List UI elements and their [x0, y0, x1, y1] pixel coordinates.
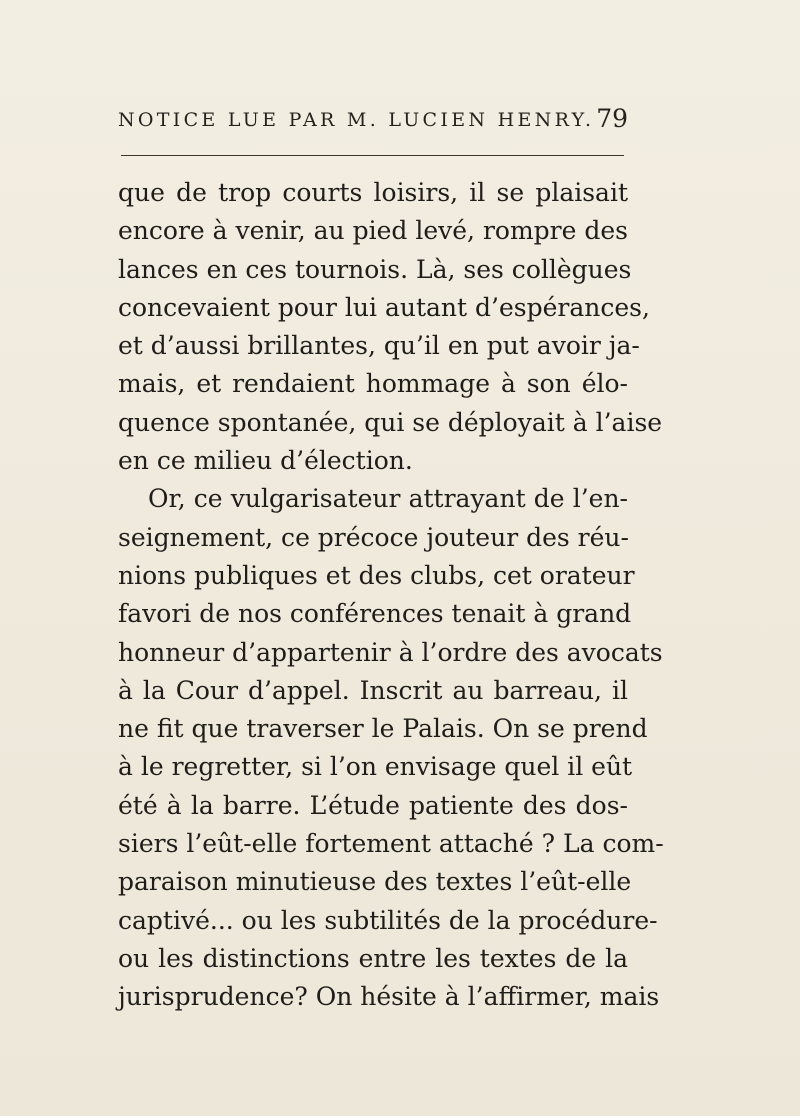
text-line: à la Cour d’appel. Inscrit au barreau, il	[118, 675, 628, 705]
text-line: ne fit que traverser le Palais. On se prend	[118, 714, 648, 744]
text-line: à le regretter, si l’on envisage quel il eût	[118, 752, 633, 782]
text-line: captivé... ou les subtilités de la procédure-	[118, 905, 658, 935]
text-line: ou les distinctions entre les textes de la	[118, 943, 628, 973]
running-head: NOTICE LUE PAR M. LUCIEN HENRY.	[118, 109, 595, 131]
text-line: seignement, ce précoce jouteur des réu-	[118, 522, 629, 552]
text-line: mais, et rendaient hommage à son élo-	[118, 369, 628, 399]
text-line: été à la barre. L’étude patiente des dos-	[118, 790, 628, 820]
text-line: encore à venir, au pied levé, rompre des	[118, 216, 628, 246]
text-line: quence spontanée, qui se déployait à l’aise	[118, 407, 663, 437]
text-line: lances en ces tournois. Là, ses collègues	[118, 254, 632, 284]
page-header	[118, 104, 628, 138]
text-line: paraison minutieuse des textes l’eût-elle	[118, 867, 632, 897]
paragraph-first-line: Or, ce vulgarisateur attrayant de l’en-	[148, 484, 628, 514]
text-line: favori de nos conférences tenait à grand	[118, 599, 632, 629]
header-rule	[121, 155, 624, 156]
text-line: et d’aussi brillantes, qu’il en put avoir ja-	[118, 331, 640, 361]
text-line: siers l’eût-elle fortement attaché ? La com-	[118, 829, 664, 859]
body-text	[118, 174, 664, 1017]
text-line: nions publiques et des clubs, cet orateur	[118, 560, 635, 590]
text-line: que de trop courts loisirs, il se plaisait	[118, 178, 628, 207]
text-line: jurisprudence? On hésite à l’affirmer, mais	[118, 982, 660, 1012]
text-line: concevaient pour lui autant d’espérances,	[118, 292, 650, 322]
paragraph-end-line: en ce milieu d’élection.	[118, 446, 413, 476]
page-number: 79	[596, 104, 628, 133]
text-line: honneur d’appartenir à l’ordre des avocats	[118, 637, 663, 667]
